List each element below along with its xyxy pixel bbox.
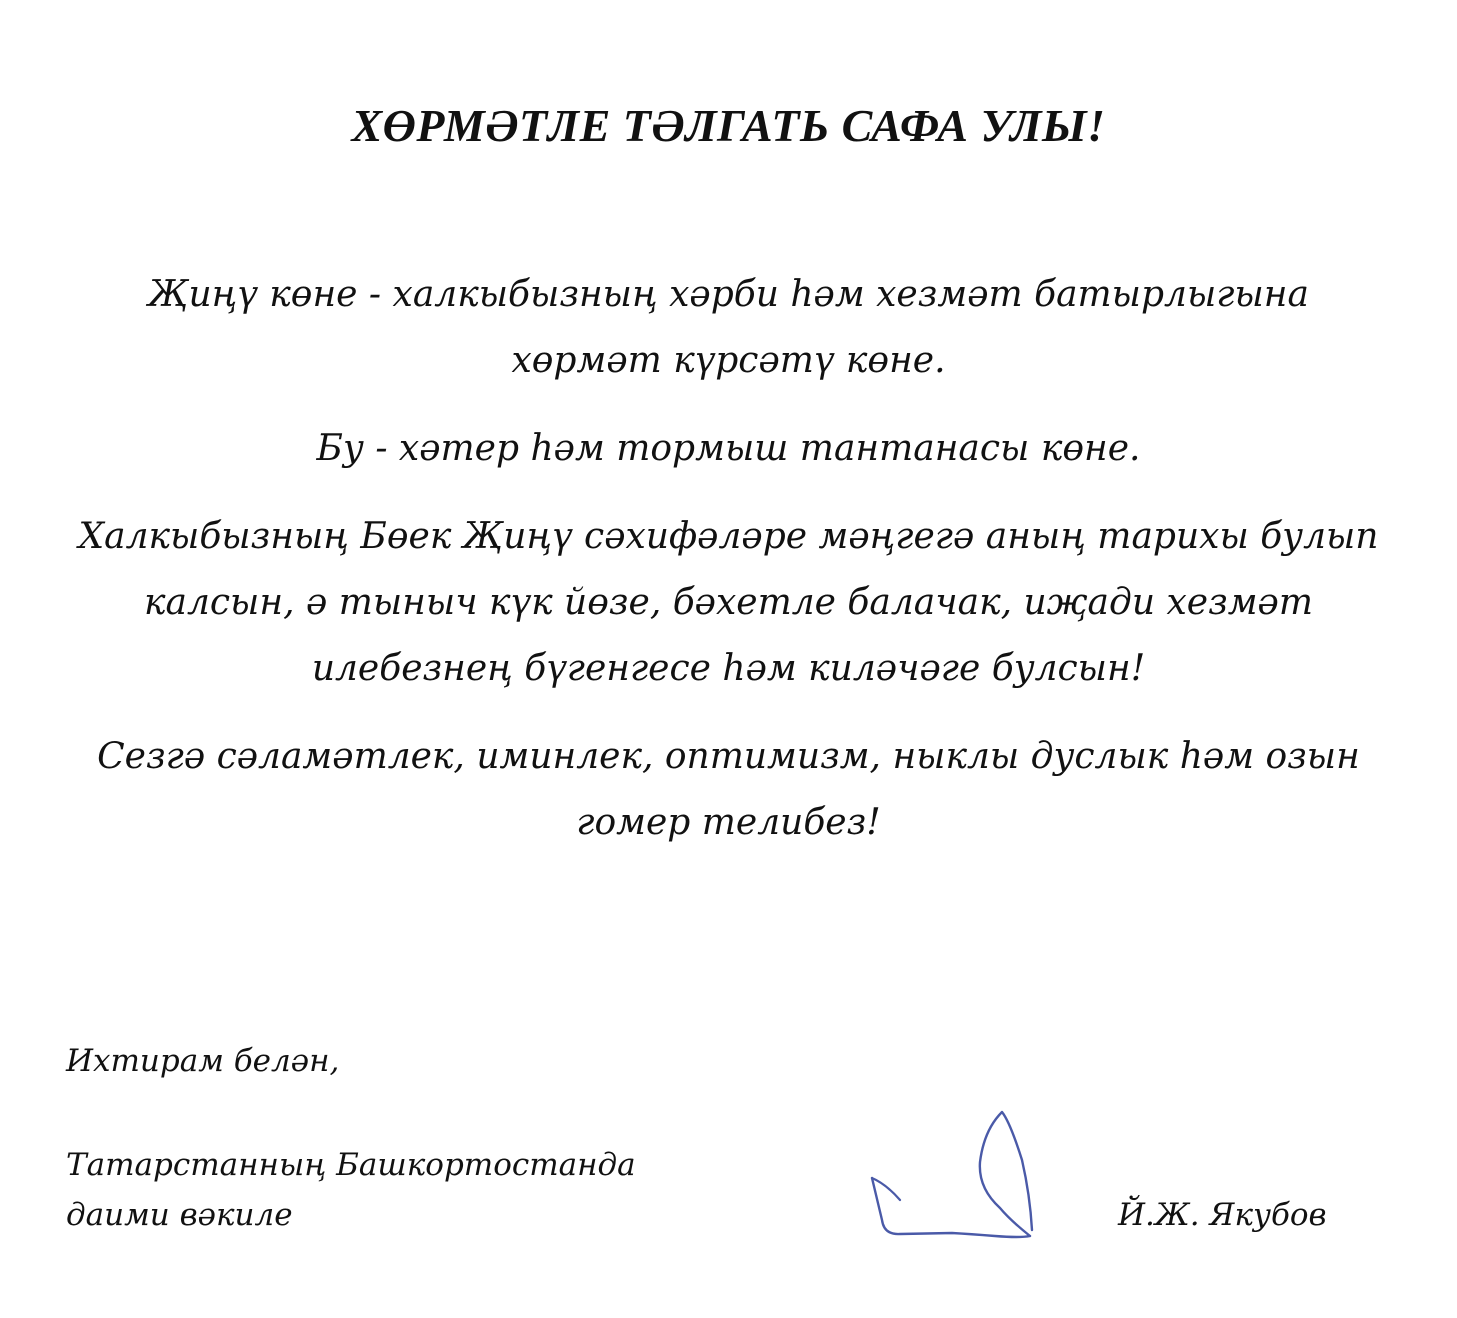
paragraph-1 (40, 262, 1417, 394)
paragraph-3-line-2: калсын, ә тыныч күк йөзе, бәхетле балачак, иҗади хезмәт (143, 582, 1313, 623)
letter-body (40, 262, 1417, 878)
handwritten-signature (860, 1100, 1060, 1250)
paragraph-2-line-1: Бу - хәтер һәм тормыш тантанасы көне. (316, 428, 1141, 469)
paragraph-1-line-2: хөрмәт күрсәтү көне. (511, 340, 946, 381)
paragraph-1-line-1: Җиңү көне - халкыбызның хәрби һәм хезмәт батырлыгына (148, 274, 1309, 315)
closing-phrase: Ихтирам белән, (66, 1043, 340, 1079)
paragraph-2 (40, 416, 1417, 482)
letter-heading: ХӨРМӘТЛЕ ТӘЛГАТЬ САФА УЛЫ! (351, 100, 1106, 151)
paragraph-3 (40, 504, 1417, 702)
paragraph-4-line-1: Сезгә сәламәтлек, иминлек, оптимизм, ныклы дуслык һәм озын (97, 736, 1360, 777)
paragraph-4-line-2: гомер телибез! (576, 802, 881, 843)
paragraph-3-line-1: Халкыбызның Бөек Җиңү сәхифәләре мәңгегә аның тарихы булып (78, 516, 1379, 557)
signer-position-line-1: Татарстанның Башкортостанда (66, 1147, 636, 1183)
paragraph-3-line-3: илебезнең бүгенгесе һәм киләчәге булсын! (311, 648, 1146, 689)
paragraph-4 (40, 724, 1417, 856)
signature-stroke (872, 1112, 1032, 1237)
signer-position-line-2: даими вәкиле (66, 1197, 293, 1233)
signer-position (66, 1140, 636, 1240)
signer-name: Й.Ж. Якубов (1118, 1197, 1327, 1233)
